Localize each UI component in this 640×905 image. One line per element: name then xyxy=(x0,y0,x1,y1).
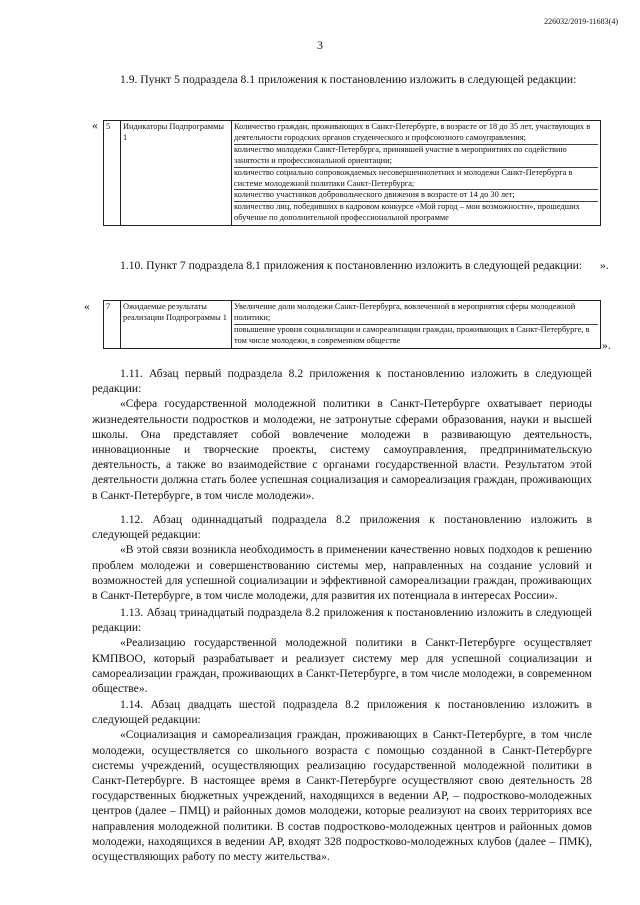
item-1-12-intro: 1.12. Абзац одиннадцатый подраздела 8.2 приложения к постановлению изложить в следующей редакции: xyxy=(92,513,592,542)
table-cell-name: Ожидаемые результаты реализации Подпрограммы 1 xyxy=(121,301,232,349)
document-number: 226032/2019-11683(4) xyxy=(544,17,618,26)
item-1-14 xyxy=(92,697,592,864)
item-1-10-text: 1.10. Пункт 7 подраздела 8.1 приложения к постановлению изложить в следующей редакции: xyxy=(120,259,583,272)
item-1-14-intro: 1.14. Абзац двадцать шестой подраздела 8.2 приложения к постановлению изложить в следующей редакции: xyxy=(92,698,592,727)
item-1-13-body: «Реализацию государственной молодежной политики в Санкт-Петербурге осуществляет КМПВОО, который разрабатывает и реализует систему мер для успешной социализации и самореализации граждан, проживающих в Санкт-Петербурге, в том числе молодежи, в современном обществе». xyxy=(92,636,592,696)
table-line: количество социально сопровождаемых несовершеннолетних и молодежи Санкт-Петербурга в системе молодежной политики Санкт-Петербурга; xyxy=(234,168,598,191)
item-1-11-body: «Сфера государственной молодежной политики в Санкт-Петербурге охватывает периоды жизнедеятельности подростков и молодежи, не затронутые сферами образования, науки и высшей школы. Она представляет собой вовлечение молодежи в развивающую деятельность, инновационные и творческие проекты, систему самоуправления, предпринимательскую деятельность, а также во взаимодействие с органами государственной власти. Результатом этой деятельности должна стать более успешная социализация и самореализация граждан, проживающих в Санкт-Петербурге, в том числе молодежи». xyxy=(92,397,592,502)
table2-close-quote: ». xyxy=(602,340,611,352)
item-1-9-text: 1.9. Пункт 5 подраздела 8.1 приложения к постановлению изложить в следующей редакции: xyxy=(120,73,577,86)
table-cell-values xyxy=(232,121,601,226)
table-line: Количество граждан, проживающих в Санкт-Петербурге, в возрасте от 18 до 35 лет, участвующих в деятельности городских органов студенческого и профсоюзного самоуправления; xyxy=(234,122,598,145)
table-cell-name: Индикаторы Подпрограммы 1 xyxy=(121,121,232,226)
indicators-table xyxy=(103,120,601,226)
table-line: количество лиц, победивших в кадровом конкурсе «Мой город – мои возможности», прошедших обучение по дополнительной профессиональной программе xyxy=(234,202,580,223)
page-number: 3 xyxy=(317,38,323,52)
table-line: повышение уровня социализации и самореализации граждан, проживающих в Санкт-Петербурге, в том числе молодежи, в современном обществе xyxy=(234,324,590,345)
table1-open-quote: « xyxy=(92,120,98,132)
item-1-10 xyxy=(92,258,592,273)
item-1-11-intro: 1.11. Абзац первый подраздела 8.2 приложения к постановлению изложить в следующей редакции: xyxy=(92,367,592,396)
expected-results-table xyxy=(103,300,601,349)
item-1-13 xyxy=(92,605,592,696)
item-1-11 xyxy=(92,366,592,503)
table1-close-quote: ». xyxy=(600,260,609,272)
table-row xyxy=(104,121,601,226)
item-1-12 xyxy=(92,512,592,603)
table-cell-values xyxy=(232,301,601,349)
table-row xyxy=(104,301,601,349)
table-cell-number: 7 xyxy=(104,301,121,349)
table2-open-quote: « xyxy=(84,301,90,313)
item-1-14-body: «Социализация и самореализация граждан, проживающих в Санкт-Петербурге, в том числе молодежи, осуществляется со школьного возраста с помощью созданной в Санкт-Петербурге системы учреждений, осуществляющих реализацию государственной молодежной политики в Санкт-Петербурге. В настоящее время в Санкт-Петербурге осуществляют свою деятельность 28 государственных бюджетных учреждений, находящихся в ведении АР, – подростково-молодежных центров (далее – ПМЦ) и районных домов молодежи, которые реализуют на своих территориях все направления молодежной политики. В состав подростково-молодежных центров и районных домов молодежи, находящихся в ведении АР, входят 328 подростково-молодежных клубов (далее – ПМК), осуществляющих работу по месту жительства». xyxy=(92,728,592,864)
table-line: количество участников добровольческого движения в возрасте от 14 до 30 лет; xyxy=(234,190,598,202)
item-1-13-intro: 1.13. Абзац тринадцатый подраздела 8.2 приложения к постановлению изложить в следующей редакции: xyxy=(92,606,592,635)
table-cell-number: 5 xyxy=(104,121,121,226)
table-line: Увеличение доли молодежи Санкт-Петербурга, вовлеченной в мероприятия сферы молодежной политики; xyxy=(234,302,598,325)
item-1-12-body: «В этой связи возникла необходимость в применении качественно новых подходов к решению проблем молодежи и совершенствованию системы мер, направленных на создание условий и возможностей для успешной социализации и эффективной самореализации граждан, проживающих в Санкт-Петербурге, в том числе молодежи, для развития их потенциала в интересах России». xyxy=(92,543,592,603)
table-line: количество молодежи Санкт-Петербурга, принявшей участие в мероприятиях по содействию занятости и профессиональной ориентации; xyxy=(234,145,598,168)
item-1-9 xyxy=(92,72,592,87)
